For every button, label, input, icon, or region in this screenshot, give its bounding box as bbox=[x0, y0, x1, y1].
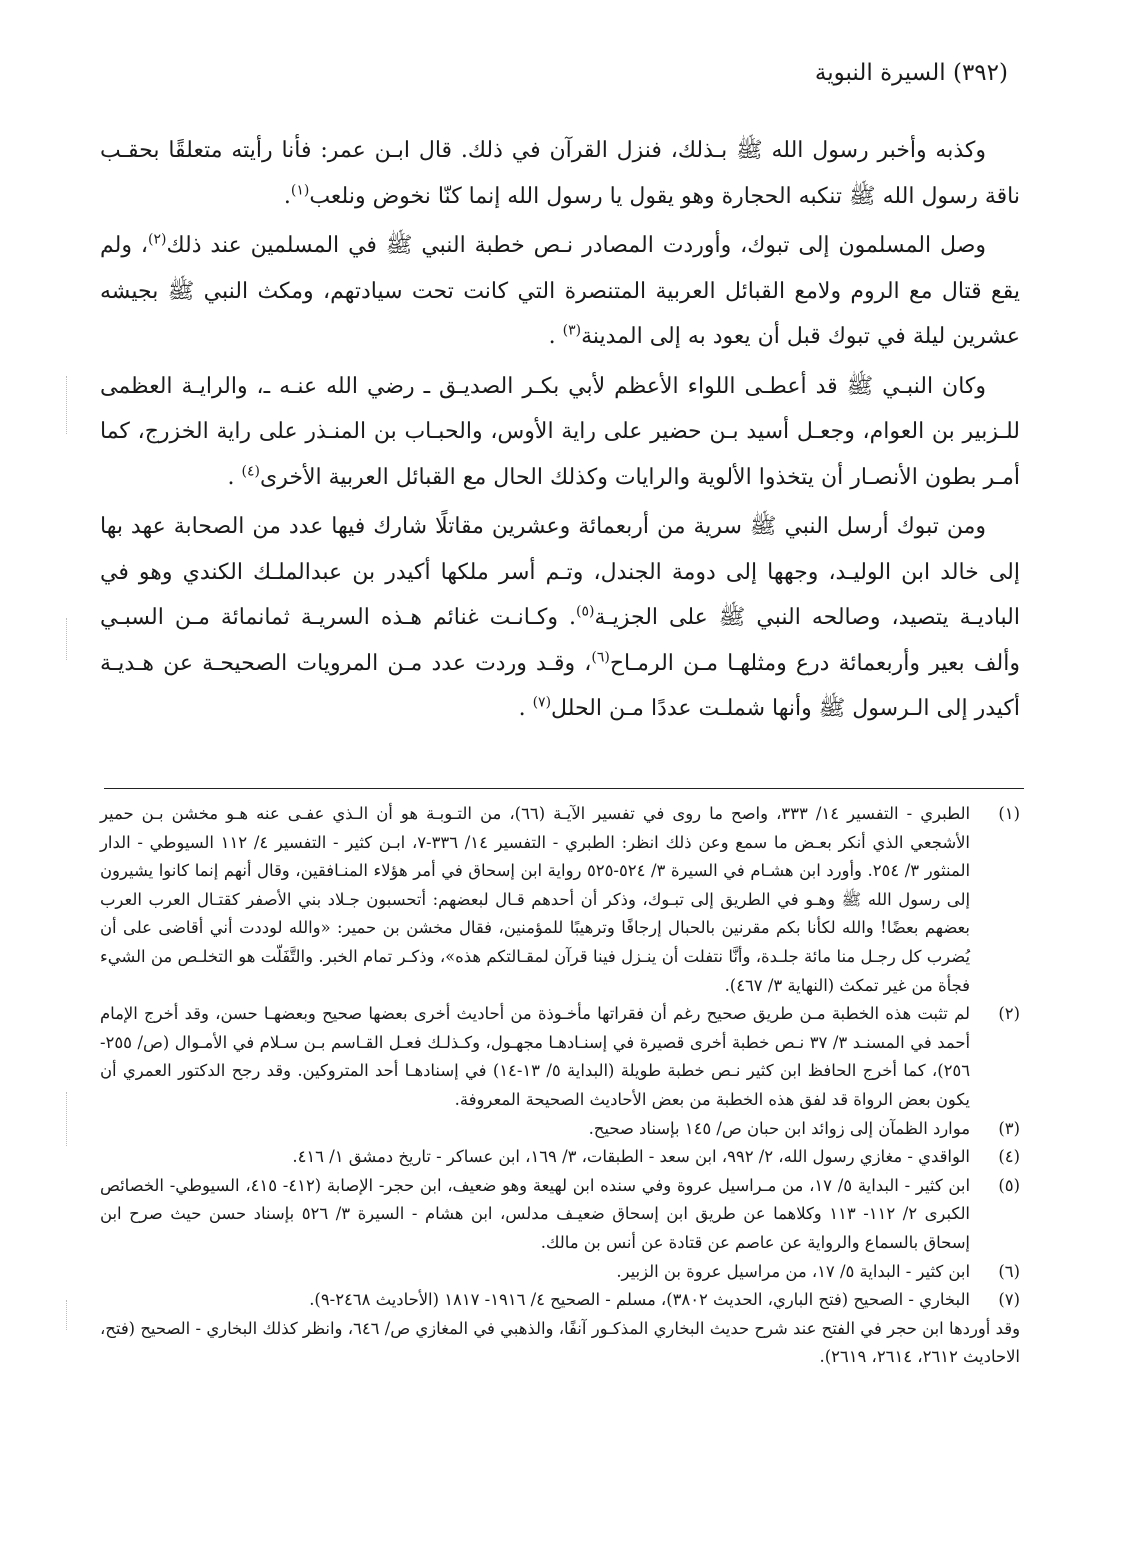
footnote-7 bbox=[100, 1286, 1020, 1315]
footnote-ref-5: (٥) bbox=[576, 603, 595, 620]
paragraph-4 bbox=[100, 504, 1020, 732]
paragraph-tail: . bbox=[283, 183, 291, 209]
margin-mark bbox=[66, 1300, 67, 1330]
footnote-number: (٦) bbox=[998, 1261, 1020, 1281]
footnote-text: الواقدي - مغازي رسول الله، ٢/ ٩٩٢، ابن سعد - الطبقات، ٣/ ١٦٩، ابن عساكر - تاريخ دمشق ١/ ٤١٦. bbox=[292, 1147, 970, 1167]
paragraph-tail: . وكـانـت غنائم هـذه السريـة ثمانمائة مـن السبـي وألف بعير وأربعمائة درع ومثلهـا مـن الرمـاح bbox=[100, 605, 1020, 676]
footnote-number: (٤) bbox=[998, 1147, 1020, 1167]
footnote-ref-2: (٢) bbox=[147, 231, 167, 248]
footnote-2 bbox=[100, 1000, 1020, 1114]
footnote-number: (٥) bbox=[998, 1175, 1020, 1195]
paragraph-tail: . bbox=[548, 324, 563, 349]
footnote-text: البخاري - الصحيح (فتح الباري، الحديث ٣٨٠٢)، مسلم - الصحيح ٤/ ١٩١٦- ١٨١٧ (الأحاديث ٢٤٦٨-٩). bbox=[309, 1290, 970, 1310]
margin-mark bbox=[66, 376, 67, 434]
footnote-text: ابن كثير - البداية ٥/ ١٧، من مراسيل عروة بن الزبير. bbox=[616, 1261, 970, 1281]
margin-mark bbox=[66, 1092, 67, 1146]
footnote-number: (٣) bbox=[998, 1118, 1020, 1138]
footnote-ref-7: (٧) bbox=[532, 694, 552, 711]
paragraph-text: وكذبه وأخبر رسول الله ﷺ بـذلك، فنزل القرآن في ذلك. قال ابـن عمر: فأنا رأيته متعلقًا بحقـب ناقة رسول الله ﷺ تنكبه الحجارة وهو يقول يا رسول الله إنما كنّا نخوض ونلعب bbox=[100, 138, 1020, 209]
paragraph-3 bbox=[100, 364, 1020, 501]
main-text bbox=[100, 128, 1020, 736]
paragraph-tail: . bbox=[227, 464, 242, 490]
running-header: (٣٩٢) السيرة النبوية bbox=[814, 60, 1008, 86]
paragraph-text: وصل المسلمون إلى تبوك، وأوردت المصادر نـص خطبة النبي ﷺ في المسلمين عند ذلك bbox=[166, 233, 986, 258]
paragraph-tail: ، ولم يقع قتال مع الروم ولامع القبائل العربية المتنصرة التي كانت تحت سيادتهم، ومكث النبي ﷺ بجيشه عشرين ليلة في تبوك قبل أن يعود به إلى المدينة bbox=[100, 233, 1020, 349]
paragraph-text: ومن تبوك أرسل النبي ﷺ سرية من أربعمائة وعشرين مقاتلًا شارك فيها عدد من الصحابة عهد بها إلى خالد ابن الوليـد، وجهها إلى دومة الجندل، وتـم أسر ملكها أكيدر بن عبدالملـك الكندي وهو في الباديـة يتصيد، وصالحه النبي ﷺ على الجزيـة bbox=[100, 514, 1020, 630]
footnote-4 bbox=[100, 1143, 1020, 1172]
footnote-6 bbox=[100, 1258, 1020, 1287]
footnote-ref-4: (٤) bbox=[241, 463, 260, 480]
footnote-number: (٧) bbox=[998, 1290, 1020, 1310]
footnote-text: موارد الظمآن إلى زوائد ابن حبان ص/ ١٤٥ بإسناد صحيح. bbox=[588, 1118, 970, 1138]
footnote-text: لم تثبت هذه الخطبة مـن طريق صحيح رغم أن فقراتها مأخـوذة من أحاديث أخرى بعضها صحيح وبعضهـا حسن، وقد أخرج الإمام أحمد في المسنـد ٣/ ٣٧ نـص خطبة أخرى قصيرة في إسنـادهـا مجهـول، وكـذلـك فعـل القـاسم بـن سـلام في الأمـوال (ص/ ٢٥٥- ٢٥٦)، كما أخرج الحافظ ابن كثير نـص خطبة طويلة (البداية ٥/ ١٣-١٤) في إسنادهـا أحد المتروكين. وقد رجح الدكتور العمري أن يكون بعض الرواة قد لفق هذه الخطبة من بعض الأحاديث الصحيحة المعروفة. bbox=[100, 1004, 971, 1109]
footnote-text: ابن كثير - البداية ٥/ ١٧، من مـراسيل عروة وفي سنده ابن لهيعة وهو ضعيف، ابن حجر- الإصابة (٤١٢- ٤١٥، السيوطي- الخصائص الكبرى ٢/ ١١٢- ١١٣ وكلاهما عن طريق ابن إسحاق ضعيـف مدلس، ابن هشام - السيرة ٣/ ٥٢٦ بإسناد حسن حيث صرح ابن إسحاق بالسماع والرواية عن عاصم عن قتادة عن أنس بن مالك. bbox=[100, 1175, 971, 1252]
footnote-ref-6: (٦) bbox=[591, 649, 610, 666]
footnote-number: (٢) bbox=[998, 1004, 1020, 1024]
footnote-text: الطبري - التفسير ١٤/ ٣٣٣، واصح ما روى في تفسير الآيـة (٦٦)، من التـوبـة هو أن الـذي عفـى عنه هـو مخشن بـن حمير الأشجعي الذي أنكر بعـض ما سمع وعن ذلك انظر: الطبري - التفسير ١٤/ ٣٣٦-٧، ابـن كثير - التفسير ٤/ ١١٢ السيوطي - الدار المنثور ٣/ ٢٥٤. وأورد ابن هشـام في السيرة ٣/ ٥٢٤-٥٢٥ رواية ابن إسحاق في أمر هؤلاء المنـافقين، وقال أنهم إنما كانوا يشيرون إلى رسول الله ﷺ وهـو في الطريق إلى تبـوك، وذكر أن أحدهم قـال لبعضهم: أتحسبون جـلاد بني الأصفر كقتـال العرب العرب بعضهم بعضًا! والله لكأنا بكم مقرنين بالحبال إرجافًا وترهيبًا للمؤمنين، فقال مخشن بن حمير: «والله لوددت أني أقاضى على أن يُضرب كل رجـل منا مائة جلـدة، وأنَّا نتفلت أن ينـزل فينا قرآن لمقـالتكم هذه»، وذكـر تمام الخبر. والتَّفَلّت هو التخلـص من الشيء فجأة من غير تمكث (النهاية ٣/ ٤٦٧). bbox=[100, 804, 971, 995]
footnote-separator bbox=[104, 788, 1024, 789]
footnote-1 bbox=[100, 800, 1020, 1000]
paragraph-text: وكان النبـي ﷺ قد أعطـى اللواء الأعظم لأبي بكـر الصديـق ـ رضي الله عنـه ـ، والرايـة العظمى للـزبير بن العوام، وجعـل أسيد بـن حضير على راية الأوس، والحبـاب بن المنـذر على راية الخزرج، كما أمـر بطون الأنصـار أن يتخذوا الألوية والرايات وكذلك الحال مع القبائل العربية الأخرى bbox=[100, 373, 1020, 490]
footnote-5 bbox=[100, 1172, 1020, 1258]
paragraph-1 bbox=[100, 128, 1020, 219]
footnote-ref-1: (١) bbox=[290, 182, 310, 199]
margin-mark bbox=[66, 618, 67, 660]
footnote-number: (١) bbox=[998, 804, 1020, 823]
footnote-ref-3: (٣) bbox=[562, 322, 582, 339]
footnote-7-continuation: وقد أوردها ابن حجر في الفتح عند شرح حديث البخاري المذكـور آنفًا، والذهبي في المغازي ص/ ٦٤٦، وانظر كذلك البخاري - الصحيح (فتح، الاحاديث ٢٦١٢، ٢٦١٤، ٢٦١٩). bbox=[100, 1318, 1020, 1367]
footnotes bbox=[100, 800, 1020, 1372]
paragraph-tail: ، وقـد وردت عدد مـن المرويات الصحيحـة عن هـديـة أكيدر إلى الـرسول ﷺ وأنها شملـت عددًا مـن الحلل bbox=[100, 650, 1020, 721]
footnote-3 bbox=[100, 1115, 1020, 1144]
paragraph-2 bbox=[100, 223, 1020, 360]
paragraph-tail: . bbox=[518, 696, 533, 721]
